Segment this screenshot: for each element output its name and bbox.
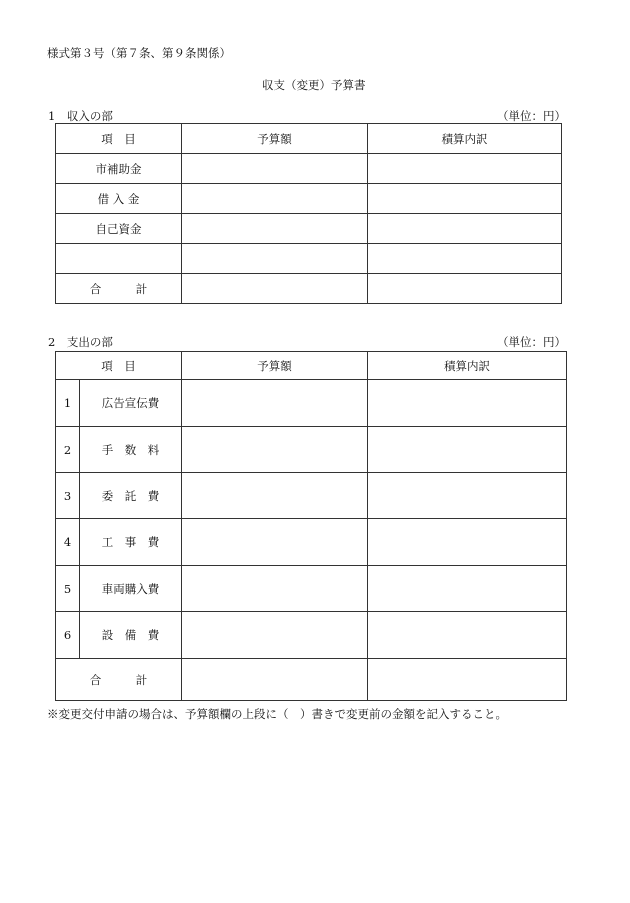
expense-section-label: 2 支出の部 — [48, 335, 113, 349]
income-row — [56, 184, 562, 214]
budget-cell[interactable] — [182, 380, 368, 427]
breakdown-cell[interactable] — [368, 244, 562, 274]
income-header-breakdown: 積算内訳 — [368, 124, 562, 154]
budget-cell[interactable] — [182, 612, 368, 659]
expense-row-label: 手 数 料 — [80, 427, 182, 473]
income-total-label: 合 計 — [56, 274, 182, 304]
income-row — [56, 244, 562, 274]
expense-table — [55, 351, 567, 701]
expense-row-number: 6 — [56, 612, 80, 659]
income-row-label: 借 入 金 — [56, 184, 182, 214]
expense-header-item: 項 目 — [56, 352, 182, 380]
income-row — [56, 214, 562, 244]
budget-cell[interactable] — [182, 184, 368, 214]
expense-row — [56, 473, 567, 519]
breakdown-cell[interactable] — [368, 154, 562, 184]
expense-row-number: 4 — [56, 519, 80, 566]
expense-row — [56, 519, 567, 566]
income-section-label: 1 収入の部 — [48, 109, 113, 123]
expense-row-label: 設 備 費 — [80, 612, 182, 659]
expense-header-row — [56, 352, 567, 380]
breakdown-cell[interactable] — [368, 380, 567, 427]
breakdown-total-cell[interactable] — [368, 274, 562, 304]
budget-cell[interactable] — [182, 154, 368, 184]
expense-header-breakdown: 積算内訳 — [368, 352, 567, 380]
budget-cell[interactable] — [182, 214, 368, 244]
document-title: 収支（変更）予算書 — [262, 78, 366, 92]
form-number: 様式第３号（第７条、第９条関係） — [47, 46, 231, 60]
budget-total-cell[interactable] — [182, 274, 368, 304]
budget-cell[interactable] — [182, 427, 368, 473]
expense-row — [56, 612, 567, 659]
income-unit-label: （単位：円） — [497, 109, 566, 123]
income-row — [56, 154, 562, 184]
expense-row-number: 3 — [56, 473, 80, 519]
expense-row-label: 工 事 費 — [80, 519, 182, 566]
expense-row — [56, 566, 567, 612]
breakdown-cell[interactable] — [368, 566, 567, 612]
budget-cell[interactable] — [182, 244, 368, 274]
expense-total-row — [56, 659, 567, 701]
expense-row-label: 広告宣伝費 — [80, 380, 182, 427]
breakdown-cell[interactable] — [368, 427, 567, 473]
income-header-budget: 予算額 — [182, 124, 368, 154]
budget-cell[interactable] — [182, 519, 368, 566]
income-total-row — [56, 274, 562, 304]
income-header-item: 項 目 — [56, 124, 182, 154]
budget-cell[interactable] — [182, 566, 368, 612]
breakdown-cell[interactable] — [368, 214, 562, 244]
income-row-label[interactable] — [56, 244, 182, 274]
budget-cell[interactable] — [182, 473, 368, 519]
expense-total-label: 合 計 — [56, 659, 182, 701]
expense-row-label: 委 託 費 — [80, 473, 182, 519]
expense-header-budget: 予算額 — [182, 352, 368, 380]
expense-row-number: 2 — [56, 427, 80, 473]
expense-row — [56, 380, 567, 427]
breakdown-cell[interactable] — [368, 184, 562, 214]
breakdown-total-cell[interactable] — [368, 659, 567, 701]
footnote: ※変更交付申請の場合は、予算額欄の上段に（ ）書きで変更前の金額を記入すること。 — [47, 707, 507, 721]
breakdown-cell[interactable] — [368, 519, 567, 566]
breakdown-cell[interactable] — [368, 612, 567, 659]
budget-total-cell[interactable] — [182, 659, 368, 701]
expense-row-number: 5 — [56, 566, 80, 612]
expense-row-label: 車両購入費 — [80, 566, 182, 612]
expense-row — [56, 427, 567, 473]
income-row-label: 市補助金 — [56, 154, 182, 184]
breakdown-cell[interactable] — [368, 473, 567, 519]
expense-unit-label: （単位：円） — [497, 335, 566, 349]
income-table — [55, 123, 562, 304]
income-row-label: 自己資金 — [56, 214, 182, 244]
expense-row-number: 1 — [56, 380, 80, 427]
income-header-row — [56, 124, 562, 154]
